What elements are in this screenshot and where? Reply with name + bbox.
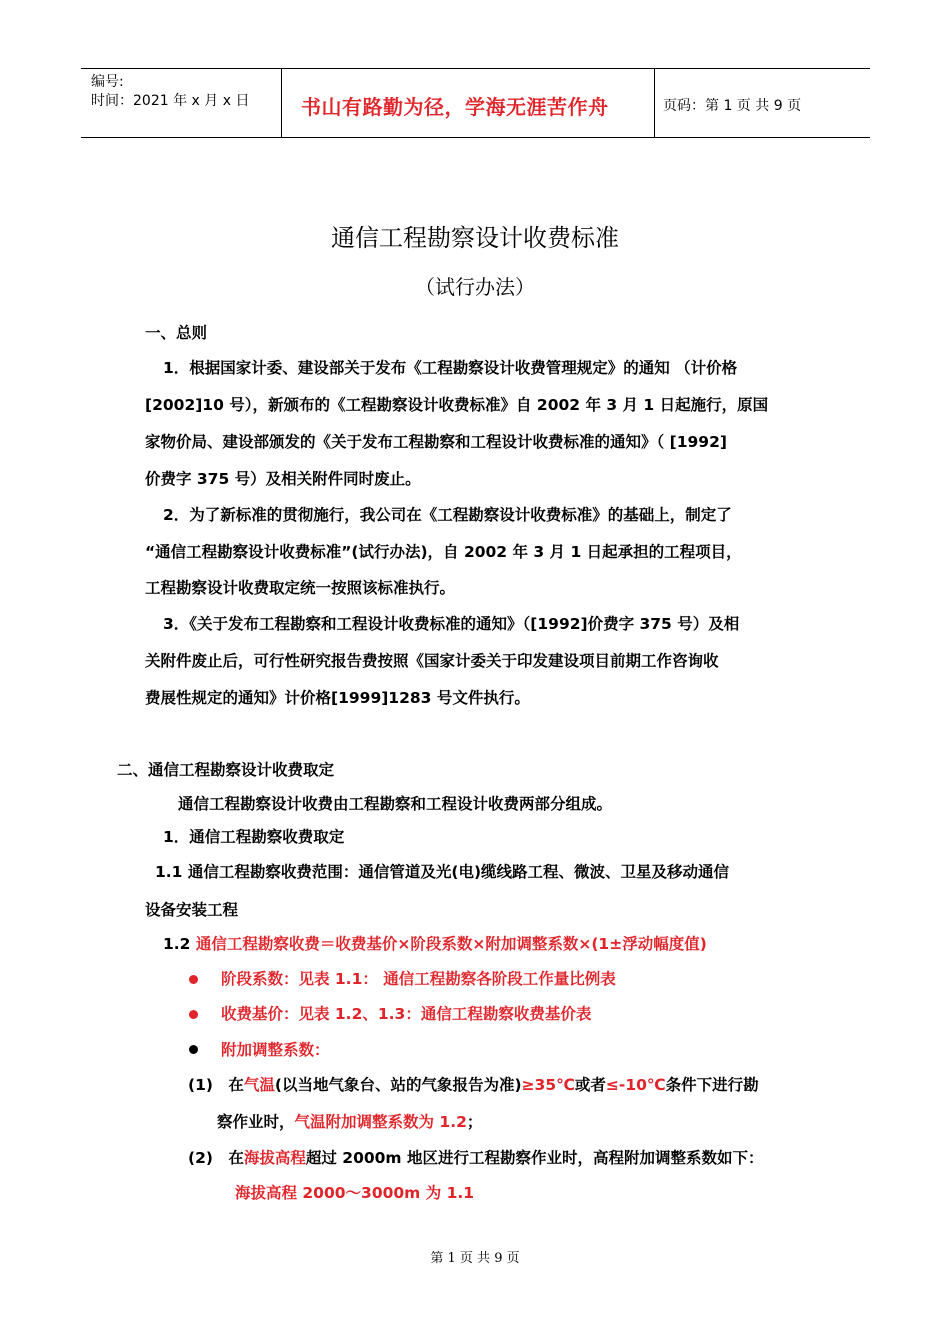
subsection-heading: 1．通信工程勘察收费取定 — [163, 828, 345, 846]
document-subtitle: （试行办法） — [415, 275, 535, 299]
item-number: 1.2 — [163, 935, 191, 953]
number-label: 编号: — [91, 74, 124, 90]
condition-line — [217, 1112, 482, 1132]
paragraph-line: 家物价局、建设部颁发的《关于发布工程勘察和工程设计收费标准的通知》（ [1992] — [145, 433, 727, 451]
header-page-info: 页码：第 1 页 共 9 页 — [663, 98, 802, 114]
text: 在 — [228, 1149, 244, 1167]
paragraph-line: 1.1 通信工程勘察收费范围：通信管道及光(电)缆线路工程、微波、卫星及移动通信 — [155, 863, 730, 881]
text: 察作业时， — [217, 1113, 295, 1131]
paragraph-line: [2002]10 号），新颁布的《工程勘察设计收费标准》自 2002 年 3 月 1 日起施行，原国 — [145, 396, 769, 414]
page-footer: 第 1 页 共 9 页 — [430, 1251, 520, 1266]
document-title: 通信工程勘察设计收费标准 — [331, 224, 619, 252]
formula-line — [163, 934, 707, 954]
paragraph-line: 通信工程勘察设计收费由工程勘察和工程设计收费两部分组成。 — [178, 795, 613, 813]
paragraph-line: 设备安装工程 — [145, 901, 239, 919]
condition-line — [188, 1148, 763, 1168]
keyword: 海拔高程 — [243, 1149, 306, 1167]
temperature-value: ≥35℃ — [521, 1076, 575, 1094]
coefficient-text: 气温附加调整系数为 1.2 — [294, 1113, 467, 1131]
paragraph-line: 价费字 375 号）及相关附件同时废止。 — [145, 470, 421, 488]
paragraph-line: 2．为了新标准的贯彻施行，我公司在《工程勘察设计收费标准》的基础上，制定了 — [163, 506, 732, 524]
header-meta — [91, 73, 249, 111]
bullet-icon — [189, 1010, 198, 1019]
coefficient-text: 海拔高程 2000～3000m 为 1.1 — [235, 1184, 475, 1202]
paragraph-line: 工程勘察设计收费取定统一按照该标准执行。 — [145, 579, 456, 597]
text: 条件下进行勘 — [665, 1076, 759, 1094]
section-heading: 一、总则 — [145, 324, 208, 342]
paragraph-line: 费展性规定的通知》计价格[1999]1283 号文件执行。 — [145, 689, 530, 707]
bullet-item: 阶段系数：见表 1.1： 通信工程勘察各阶段工作量比例表 — [221, 970, 616, 988]
condition-line — [188, 1075, 759, 1095]
header-motto: 书山有路勤为径，学海无涯苦作舟 — [301, 95, 609, 119]
paragraph-line: “通信工程勘察设计收费标准”(试行办法)，自 2002 年 3 月 1 日起承担的工程项目， — [145, 543, 742, 561]
bullet-item: 收费基价：见表 1.2、1.3：通信工程勘察收费基价表 — [221, 1005, 592, 1023]
section-heading: 二、通信工程勘察设计收费取定 — [117, 761, 335, 779]
paragraph-line: 关附件废止后，可行性研究报告费按照《国家计委关于印发建设项目前期工作咨询收 — [145, 652, 719, 670]
text: (以当地气象台、站的气象报告为准) — [274, 1076, 522, 1094]
text: ； — [466, 1113, 483, 1131]
fee-formula: 通信工程勘察收费＝收费基价×阶段系数×附加调整系数×(1±浮动幅度值) — [195, 935, 707, 953]
paragraph-line: 1．根据国家计委、建设部关于发布《工程勘察设计收费管理规定》的通知 （计价格 — [163, 359, 738, 377]
page-header — [81, 68, 870, 138]
bullet-icon — [189, 1045, 198, 1054]
condition-number: (2) — [188, 1149, 213, 1167]
time-label: 时间：2021 年 x 月 x 日 — [91, 93, 250, 109]
keyword: 气温 — [243, 1076, 275, 1094]
header-divider — [281, 69, 282, 137]
text: 或者 — [574, 1076, 606, 1094]
condition-number: (1) — [188, 1076, 213, 1094]
text: 超过 2000m 地区进行工程勘察作业时，高程附加调整系数如下： — [305, 1149, 764, 1167]
header-divider — [654, 69, 655, 137]
bullet-item: 附加调整系数： — [221, 1041, 330, 1059]
text: 在 — [228, 1076, 244, 1094]
bullet-icon — [189, 975, 198, 984]
temperature-value: ≤-10℃ — [605, 1076, 666, 1094]
paragraph-line: 3．《关于发布工程勘察和工程设计收费标准的通知》（[1992]价费字 375 号）及相 — [163, 615, 740, 633]
